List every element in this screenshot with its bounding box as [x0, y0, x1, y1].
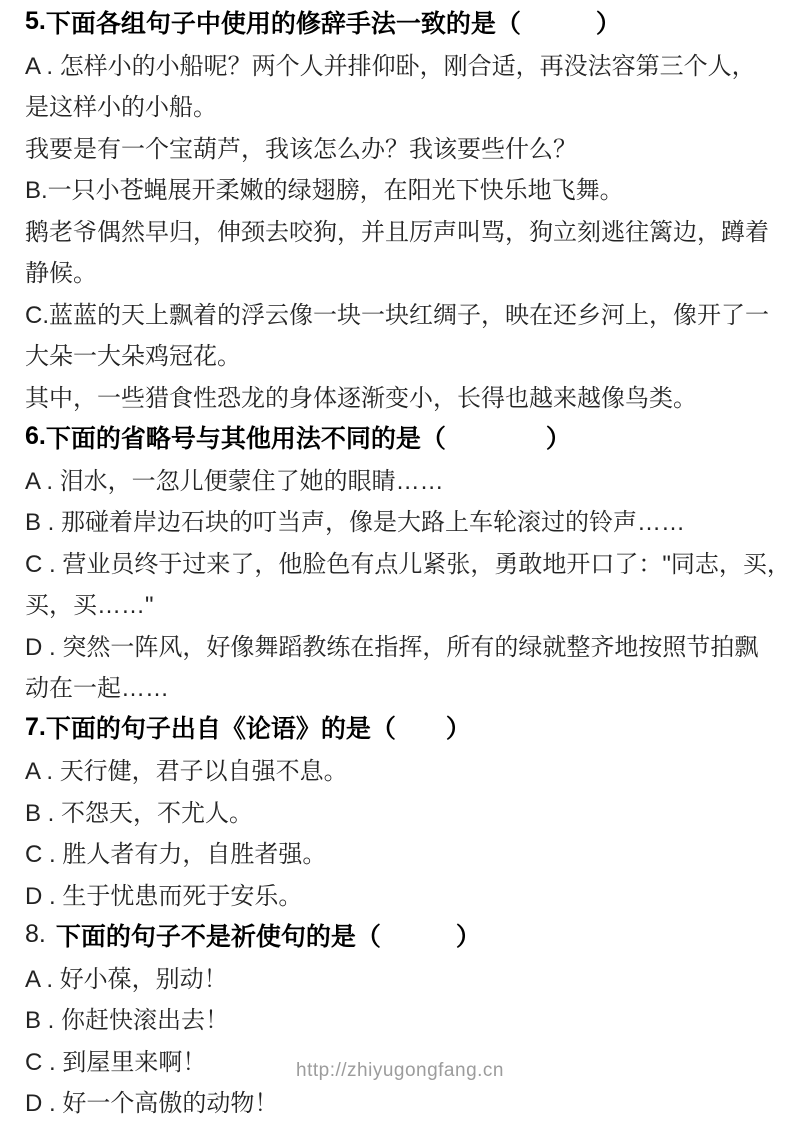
- question-8: [25, 914, 775, 1122]
- question-6: [25, 416, 791, 707]
- question-8-number: 8.: [25, 920, 46, 949]
- question-5-option-a-line-1: A . 怎样小的小船呢？两个人并排仰卧，刚合适，再没法容第三个人，: [25, 52, 756, 80]
- question-7: [25, 707, 775, 915]
- question-5-number: 5.: [25, 7, 46, 36]
- question-8-title: 下面的句子不是祈使句的是（ ）: [55, 922, 481, 951]
- question-6-option-a: A . 泪水，一忽儿便蒙住了她的眼睛……: [25, 467, 444, 495]
- question-6-title: 下面的省略号与其他用法不同的是（ ）: [45, 424, 571, 453]
- question-6-header: [25, 416, 775, 458]
- question-6-number: 6.: [25, 422, 46, 451]
- question-7-header: [25, 707, 775, 749]
- question-8-option-c: C . 到屋里来啊！: [25, 1048, 207, 1076]
- question-6-option-d-line-2: 动在一起……: [25, 675, 169, 703]
- question-5: [25, 1, 775, 416]
- question-5-title: 下面各组句子中使用的修辞手法一致的是（ ）: [45, 9, 621, 38]
- question-5-option-a-line-2: 是这样小的小船。: [25, 94, 217, 122]
- question-5-option-c-line-1: C.蓝蓝的天上飘着的浮云像一块一块红绸子，映在还乡河上，像开了一: [25, 301, 769, 329]
- question-6-option-c-line-2: 买，买……": [25, 592, 154, 620]
- question-7-option-d: D . 生于忧患而死于安乐。: [25, 882, 303, 910]
- question-5-option-c-line-2: 大朵一大朵鸡冠花。: [25, 343, 241, 371]
- question-7-option-c: C . 胜人者有力，自胜者强。: [25, 841, 327, 869]
- question-6-option-b: B . 那碰着岸边石块的叮当声，像是大路上车轮滚过的铃声……: [25, 509, 686, 537]
- question-7-option-a: A . 天行健，君子以自强不息。: [25, 758, 348, 786]
- question-8-header: [25, 914, 775, 956]
- question-5-option-b-line-3: 静候。: [25, 260, 97, 288]
- question-5-option-b-line-2: 鹅老爷偶然早归，伸颈去咬狗，并且厉声叫骂，狗立刻逃往篱边，蹲着: [25, 218, 769, 246]
- question-7-number: 7.: [25, 712, 46, 741]
- question-7-option-b: B . 不怨天，不尤人。: [25, 799, 254, 827]
- question-8-option-a: A . 好小葆，别动！: [25, 965, 228, 993]
- question-6-option-d-line-1: D . 突然一阵风，好像舞蹈教练在指挥，所有的绿就整齐地按照节拍飘: [25, 633, 759, 661]
- question-6-option-c-line-1: C . 营业员终于过来了，他脸色有点儿紧张，勇敢地开口了："同志，买，: [25, 550, 791, 578]
- question-7-title: 下面的句子出自《论语》的是（ ）: [45, 715, 471, 744]
- watermark-url: http://zhiyugongfang.cn: [296, 1060, 504, 1081]
- question-5-option-a-line-3: 我要是有一个宝葫芦，我该怎么办？我该要些什么？: [25, 135, 577, 163]
- question-8-option-b: B . 你赶快滚出去！: [25, 1007, 230, 1035]
- question-8-option-d: D . 好一个高傲的动物！: [25, 1090, 279, 1118]
- question-5-option-b-line-1: B.一只小苍蝇展开柔嫩的绿翅膀，在阳光下快乐地飞舞。: [25, 177, 624, 205]
- question-5-option-c-line-3: 其中，一些猎食性恐龙的身体逐渐变小，长得也越来越像鸟类。: [25, 384, 697, 412]
- question-5-header: [25, 1, 775, 43]
